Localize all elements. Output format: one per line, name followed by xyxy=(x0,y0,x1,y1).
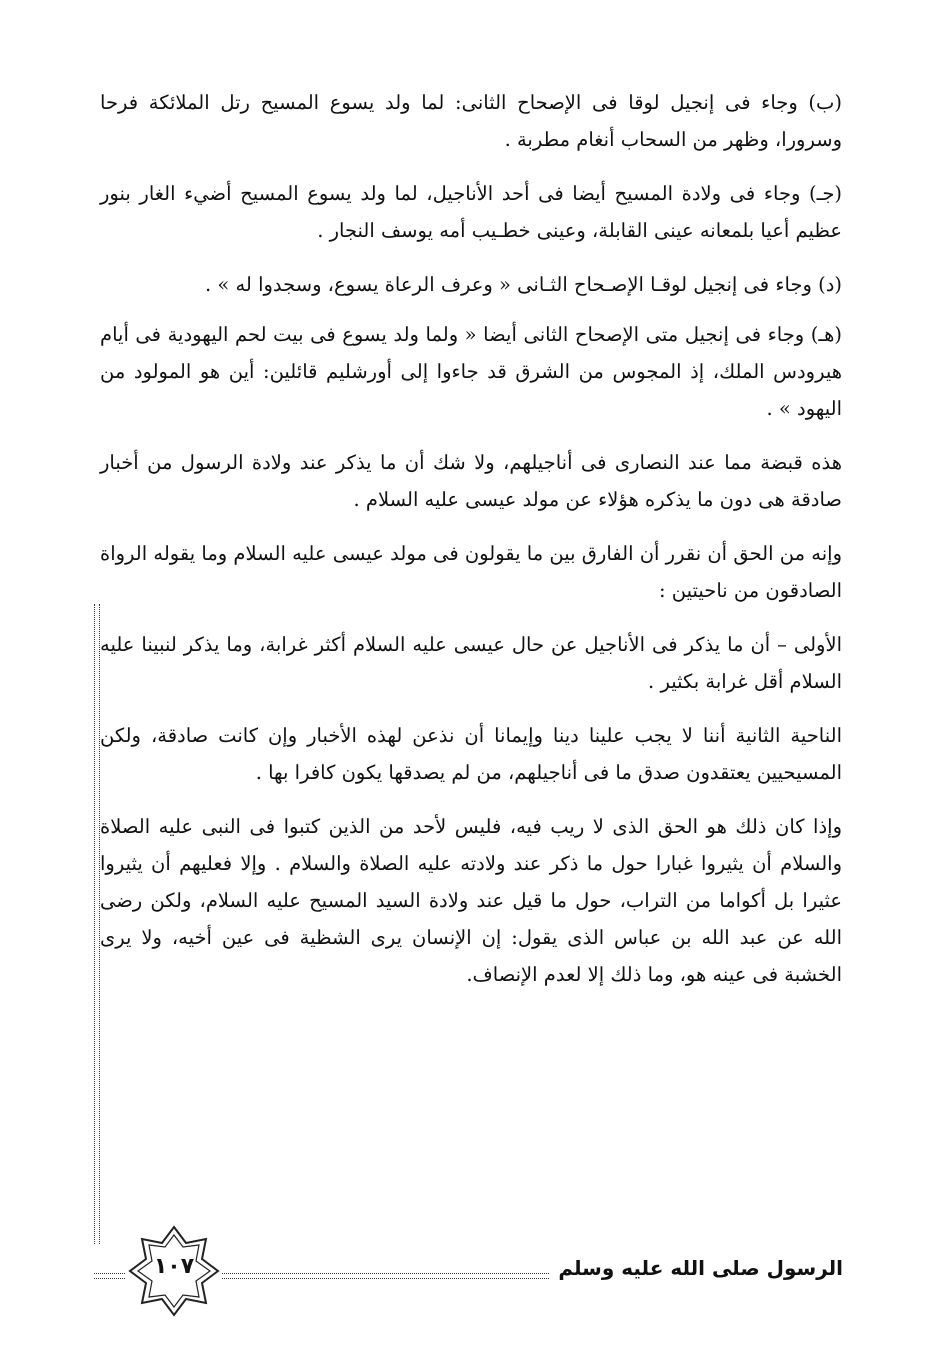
running-footer-title: الرسول صلى الله عليه وسلم xyxy=(550,1256,843,1280)
body-text xyxy=(100,84,842,1010)
paragraph-conclusion: وإذا كان ذلك هو الحق الذى لا ريب فيه، فليس لأحد من الذين كتبوا فى النبى عليه الصلاة والسلام أن يثيروا غبارا حول ما ذكر عند ولادته عليه الصلاة والسلام . وإلا فعليهم أن يثيروا عثيرا بل أكواما من التراب، حول ما قيل عند ولادة السيد المسيح عليه السلام، ولكن رضى الله عن عبد الله بن عباس الذى يقول: إن الإنسان يرى الشظية فى عين أخيه، ولا يرى الخشبة فى عينه هو، وما ذلك إلا لعدم الإنصاف. xyxy=(100,815,842,986)
paragraph-b: (ب) وجاء فى إنجيل لوقا فى الإصحاح الثانى: لما ولد يسوع المسيح رتل الملائكة فرحا وسرورا، وظهر من السحاب أنغام مطربة . xyxy=(100,91,842,151)
paragraph-jeem: (جـ) وجاء فى ولادة المسيح أيضا فى أحد الأناجيل، لما ولد يسوع المسيح أضيء الغار بنور عظيم أعيا بلمعانه عينى القابلة، وعينى خطـيب أمه يوسف النجار . xyxy=(100,182,842,242)
paragraph-two-aspects: وإنه من الحق أن نقرر أن الفارق بين ما يقولون فى مولد عيسى عليه السلام وما يقوله الرواة الصادقون من ناحيتين : xyxy=(100,542,842,602)
paragraph-dal: (د) وجاء فى إنجيل لوقـا الإصـحاح الثـانى « وعرف الرعاة يسوع، وسجدوا له » . xyxy=(204,273,842,296)
paragraph-ha: (هـ) وجاء فى إنجيل متى الإصحاح الثانى أيضا « ولما ولد يسوع فى بيت لحم اليهودية فى أيام هيرودس الملك، إذ المجوس من الشرق قد جاءوا إلى أورشليم قائلين: أين هو المولود من اليهود » . xyxy=(100,323,842,420)
page-number: ١٠٧ xyxy=(153,1254,195,1279)
paragraph-second-aspect: الناحية الثانية أننا لا يجب علينا دينا وإيمانا أن نذعن لهذه الأخبار وإن كانت صادقة، ولكن المسيحيين يعتقدون صدق ما فى أناجيلهم، من لم يصدقها يكون كافرا بها . xyxy=(100,724,842,784)
paragraph-first-aspect: الأولى – أن ما يذكر فى الأناجيل عن حال عيسى عليه السلام أكثر غرابة، وما يذكر لنبينا عليه السلام أقل غرابة بكثير . xyxy=(100,633,842,693)
left-border-rule xyxy=(94,604,100,1244)
paragraph-summary: هذه قبضة مما عند النصارى فى أناجيلهم، ولا شك أن ما يذكر عند ولادة الرسول من أخبار صادقة هى دون ما يذكره هؤلاء عن مولد عيسى عليه السلام . xyxy=(100,451,842,511)
